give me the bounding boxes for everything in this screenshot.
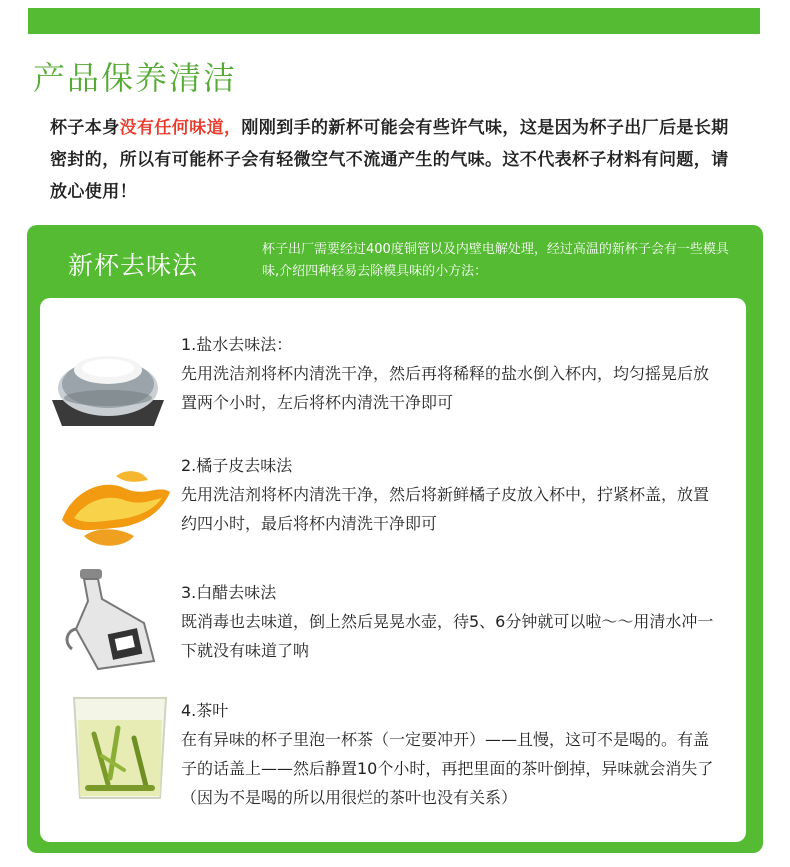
method-2-body: 先用洗洁剂将杯内清洗干净，然后将新鲜橘子皮放入杯中，拧紧杯盖，放置约四小时，最后将杯内清洗干净即可 xyxy=(181,485,710,533)
section-title: 产品保养清洁 xyxy=(33,59,238,97)
method-2 xyxy=(181,451,721,538)
panel-title: 新杯去味法 xyxy=(68,251,199,280)
intro-text-2: 刚刚到手的新杯可能会有些许气味，这是因为杯子出厂后是长期密封的，所以有可能杯子会有轻微空气不流通产生的气味。这不代表杯子材料有问题，请放心使用！ xyxy=(50,118,729,202)
panel-description: 杯子出厂需要经过400度铜管以及内壁电解处理，经过高温的新杯子会有一些模具味,介绍四种轻易去除模具味的小方法： xyxy=(262,242,729,279)
intro-paragraph xyxy=(50,112,740,208)
vinegar-bottle-icon xyxy=(58,565,178,675)
intro-highlight: 没有任何味道， xyxy=(119,118,242,138)
method-2-title: 2.橘子皮去味法 xyxy=(181,456,293,475)
orange-peel-icon xyxy=(54,448,174,558)
intro-text-1: 杯子本身 xyxy=(50,118,120,138)
method-1-body: 先用洗洁剂将杯内清洗干净，然后再将稀释的盐水倒入杯内，均匀摇晃后放置两个小时，左后将杯内清洗干净即可 xyxy=(181,364,710,412)
method-1-title: 1.盐水去味法： xyxy=(181,335,293,354)
method-4-body: 在有异味的杯子里泡一杯茶（一定要冲开）——且慢，这可不是喝的。有盖子的话盖上——然后静置10个小时，再把里面的茶叶倒掉，异味就会消失了（因为不是喝的所以用很烂的茶叶也没有关系） xyxy=(181,730,714,807)
green-tea-glass-icon xyxy=(60,694,180,804)
method-4 xyxy=(181,696,721,812)
method-1 xyxy=(181,330,721,417)
salt-bowl-icon xyxy=(48,328,168,438)
method-4-title: 4.茶叶 xyxy=(181,701,229,720)
method-3-title: 3.白醋去味法 xyxy=(181,583,277,602)
method-3-body: 既消毒也去味道，倒上然后晃晃水壶，待5、6分钟就可以啦～～用清水冲一下就没有味道了呐 xyxy=(181,612,714,660)
top-banner-bar xyxy=(28,8,760,34)
method-3 xyxy=(181,578,721,665)
